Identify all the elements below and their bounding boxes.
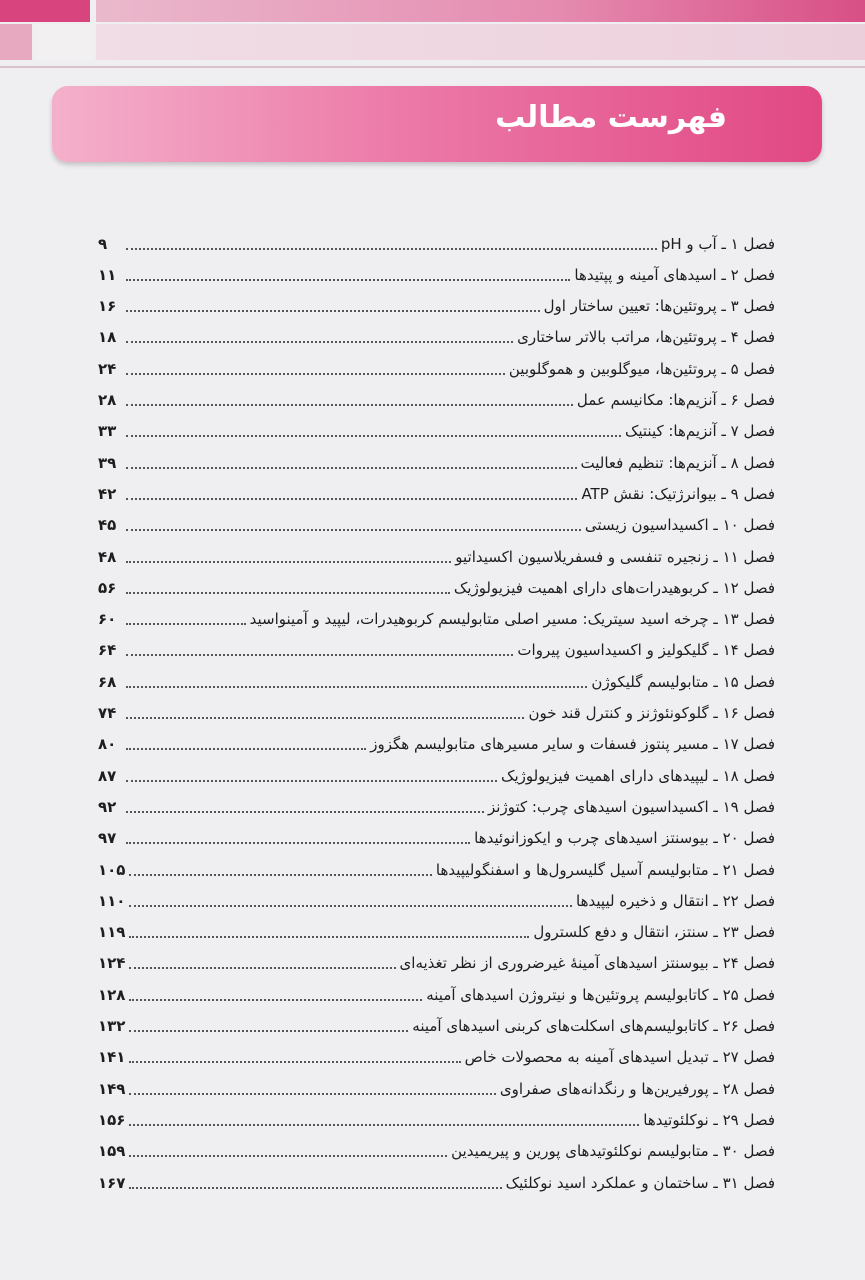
chapter-title: فصل ۱۴ ـ گلیکولیز و اکسیداسیون پیروات bbox=[517, 641, 775, 660]
page-number: ۲۴ bbox=[98, 359, 117, 378]
dot-leader bbox=[126, 278, 570, 281]
page-number: ۹۲ bbox=[98, 797, 117, 816]
page-number: ۱۴۱ bbox=[98, 1048, 126, 1067]
toc-row bbox=[98, 823, 775, 854]
chapter-title: فصل ۱ ـ آب و pH bbox=[660, 234, 775, 253]
dot-leader bbox=[126, 716, 524, 719]
chapter-title: فصل ۲۲ ـ انتقال و ذخیره لیپیدها bbox=[576, 891, 775, 910]
chapter-title: فصل ۲۱ ـ متابولیسم آسیل گلیسرول‌ها و اسفنگولیپیدها bbox=[435, 860, 775, 879]
dot-leader bbox=[126, 497, 577, 500]
toc-row bbox=[98, 791, 775, 822]
chapter-title: فصل ۱۱ ـ زنجیره تنفسی و فسفریلاسیون اکسیداتیو bbox=[455, 547, 775, 566]
toc-row bbox=[98, 917, 775, 948]
page-number: ۱۱۹ bbox=[98, 923, 126, 942]
band-segment bbox=[0, 0, 90, 22]
toc-row bbox=[98, 729, 775, 760]
page-number: ۲۸ bbox=[98, 391, 117, 409]
toc-row bbox=[98, 1167, 775, 1198]
dot-leader bbox=[126, 434, 621, 437]
dot-leader bbox=[129, 1060, 460, 1063]
dot-leader bbox=[129, 1092, 495, 1095]
page-number: ۱۶۷ bbox=[98, 1173, 126, 1192]
dot-leader bbox=[129, 1186, 501, 1189]
toc-row bbox=[98, 353, 775, 384]
band-segment bbox=[36, 24, 92, 60]
chapter-title: فصل ۱۹ ـ اکسیداسیون اسیدهای چرب: کتوژنز bbox=[488, 797, 775, 816]
dot-leader bbox=[126, 247, 657, 250]
chapter-title: فصل ۲۳ ـ سنتز، انتقال و دفع کلسترول bbox=[533, 923, 775, 942]
toc-row bbox=[98, 1011, 775, 1042]
dot-leader bbox=[129, 966, 395, 969]
chapter-title: فصل ۱۳ ـ چرخه اسید سیتریک: مسیر اصلی متابولیسم کربوهیدرات، لیپید و آمینواسید bbox=[249, 610, 775, 629]
toc-row bbox=[98, 385, 775, 416]
toc-row bbox=[98, 854, 775, 885]
chapter-title: فصل ۱۵ ـ متابولیسم گلیکوژن bbox=[591, 672, 775, 691]
chapter-title: فصل ۶ ـ آنزیم‌ها: مکانیسم عمل bbox=[576, 391, 775, 409]
toc-row bbox=[98, 635, 775, 666]
page-number: ۶۸ bbox=[98, 672, 117, 691]
dot-leader bbox=[129, 1123, 639, 1126]
toc-row bbox=[98, 259, 775, 290]
toc-row bbox=[98, 228, 775, 259]
toc-row bbox=[98, 510, 775, 541]
toc-row bbox=[98, 604, 775, 635]
toc-row bbox=[98, 322, 775, 353]
dot-leader bbox=[126, 779, 497, 782]
page-number: ۱۲۸ bbox=[98, 985, 126, 1004]
chapter-title: فصل ۱۰ ـ اکسیداسیون زیستی bbox=[584, 516, 775, 535]
dot-leader bbox=[129, 1154, 447, 1157]
dot-leader bbox=[129, 935, 529, 938]
toc-row bbox=[98, 416, 775, 447]
page-number: ۳۳ bbox=[98, 422, 117, 441]
dot-leader bbox=[129, 904, 572, 907]
page-number: ۴۸ bbox=[98, 547, 117, 566]
toc-row bbox=[98, 979, 775, 1010]
dot-leader bbox=[129, 873, 431, 876]
toc-row bbox=[98, 1136, 775, 1167]
chapter-title: فصل ۱۷ ـ مسیر پنتوز فسفات و سایر مسیرهای متابولیسم هگزوز bbox=[370, 735, 775, 754]
chapter-title: فصل ۲۶ ـ کاتابولیسم‌های اسکلت‌های کربنی اسیدهای آمینه bbox=[412, 1017, 775, 1035]
chapter-title: فصل ۱۶ ـ گلوکونئوژنز و کنترل قند خون bbox=[528, 704, 775, 722]
dot-leader bbox=[129, 1029, 408, 1032]
toc-row bbox=[98, 885, 775, 916]
page-number: ۷۴ bbox=[98, 704, 117, 722]
page-number: ۴۵ bbox=[98, 516, 117, 535]
chapter-title: فصل ۲ ـ اسیدهای آمینه و پپتیدها bbox=[574, 265, 775, 284]
page-number: ۱۶ bbox=[98, 297, 117, 316]
chapter-title: فصل ۲۵ ـ کاتابولیسم پروتئین‌ها و نیتروژن اسیدهای آمینه bbox=[426, 985, 775, 1004]
page-number: ۱۵۶ bbox=[98, 1110, 126, 1129]
chapter-title: فصل ۱۸ ـ لیپیدهای دارای اهمیت فیزیولوژیک bbox=[501, 766, 775, 785]
dot-leader bbox=[126, 403, 573, 406]
toc-row bbox=[98, 541, 775, 572]
page-number: ۱۱ bbox=[98, 265, 117, 284]
chapter-title: فصل ۹ ـ بیوانرژتیک: نقش ATP bbox=[581, 484, 775, 503]
page-number: ۴۲ bbox=[98, 484, 117, 503]
toc-row bbox=[98, 1073, 775, 1104]
page-number: ۹ bbox=[98, 234, 108, 253]
page-number: ۶۴ bbox=[98, 641, 117, 660]
page-number: ۱۰۵ bbox=[98, 860, 126, 879]
page-number: ۱۳۲ bbox=[98, 1017, 126, 1035]
page-number: ۱۴۹ bbox=[98, 1079, 126, 1098]
toc-row bbox=[98, 948, 775, 979]
page-number: ۱۵۹ bbox=[98, 1142, 126, 1161]
dot-leader bbox=[129, 998, 422, 1001]
chapter-title: فصل ۲۷ ـ تبدیل اسیدهای آمینه به محصولات خاص bbox=[464, 1048, 775, 1067]
toc-row bbox=[98, 760, 775, 791]
band-segment bbox=[96, 0, 865, 22]
toc-row bbox=[98, 447, 775, 478]
dot-leader bbox=[126, 747, 366, 750]
chapter-title: فصل ۵ ـ پروتئین‌ها، میوگلوبین و هموگلوبین bbox=[508, 359, 775, 378]
page-number: ۳۹ bbox=[98, 453, 117, 472]
dot-leader bbox=[126, 309, 540, 312]
title-banner bbox=[52, 86, 822, 162]
toc-row bbox=[98, 1042, 775, 1073]
page-number: ۹۷ bbox=[98, 829, 117, 848]
page-number: ۱۲۴ bbox=[98, 954, 126, 973]
chapter-title: فصل ۳۱ ـ ساختمان و عملکرد اسید نوکلئیک bbox=[505, 1173, 775, 1192]
chapter-title: فصل ۳ ـ پروتئین‌ها: تعیین ساختار اول bbox=[543, 297, 775, 316]
dot-leader bbox=[126, 372, 505, 375]
top-rule bbox=[0, 66, 865, 68]
chapter-title: فصل ۷ ـ آنزیم‌ها: کینتیک bbox=[624, 422, 775, 441]
top-decorative-band bbox=[0, 0, 865, 66]
page-number: ۸۷ bbox=[98, 766, 117, 785]
toc-row bbox=[98, 1104, 775, 1135]
band-segment bbox=[96, 24, 865, 60]
dot-leader bbox=[126, 528, 581, 531]
dot-leader bbox=[126, 653, 513, 656]
dot-leader bbox=[126, 841, 470, 844]
dot-leader bbox=[126, 685, 587, 688]
chapter-title: فصل ۴ ـ پروتئین‌ها، مراتب بالاتر ساختاری bbox=[517, 328, 775, 347]
page-number: ۶۰ bbox=[98, 610, 117, 629]
toc-row bbox=[98, 572, 775, 603]
dot-leader bbox=[126, 622, 246, 625]
chapter-title: فصل ۱۲ ـ کربوهیدرات‌های دارای اهمیت فیزیولوژیک bbox=[453, 578, 775, 597]
toc-row bbox=[98, 698, 775, 729]
chapter-title: فصل ۲۸ ـ پورفیرین‌ها و رنگدانه‌های صفراوی bbox=[499, 1079, 775, 1098]
toc-row bbox=[98, 478, 775, 509]
dot-leader bbox=[126, 340, 513, 343]
chapter-title: فصل ۳۰ ـ متابولیسم نوکلئوتیدهای پورین و پیریمیدین bbox=[451, 1142, 775, 1161]
chapter-title: فصل ۲۹ ـ نوکلئوتیدها bbox=[643, 1110, 775, 1129]
chapter-title: فصل ۸ ـ آنزیم‌ها: تنظیم فعالیت bbox=[580, 453, 775, 472]
page-number: ۵۶ bbox=[98, 578, 117, 597]
toc-row bbox=[98, 666, 775, 697]
page-number: ۱۸ bbox=[98, 328, 117, 347]
dot-leader bbox=[126, 591, 450, 594]
toc-row bbox=[98, 291, 775, 322]
page-number: ۱۱۰ bbox=[98, 891, 126, 910]
page-number: ۸۰ bbox=[98, 735, 117, 754]
band-segment bbox=[0, 24, 32, 60]
page-title: فهرست مطالب bbox=[495, 100, 727, 135]
dot-leader bbox=[126, 810, 484, 813]
chapter-title: فصل ۲۰ ـ بیوسنتز اسیدهای چرب و ایکوزانوئیدها bbox=[474, 829, 775, 848]
chapter-title: فصل ۲۴ ـ بیوسنتز اسیدهای آمینهٔ غیرضروری از نظر تغذیه‌ای bbox=[399, 954, 775, 973]
dot-leader bbox=[126, 560, 451, 563]
dot-leader bbox=[126, 466, 577, 469]
